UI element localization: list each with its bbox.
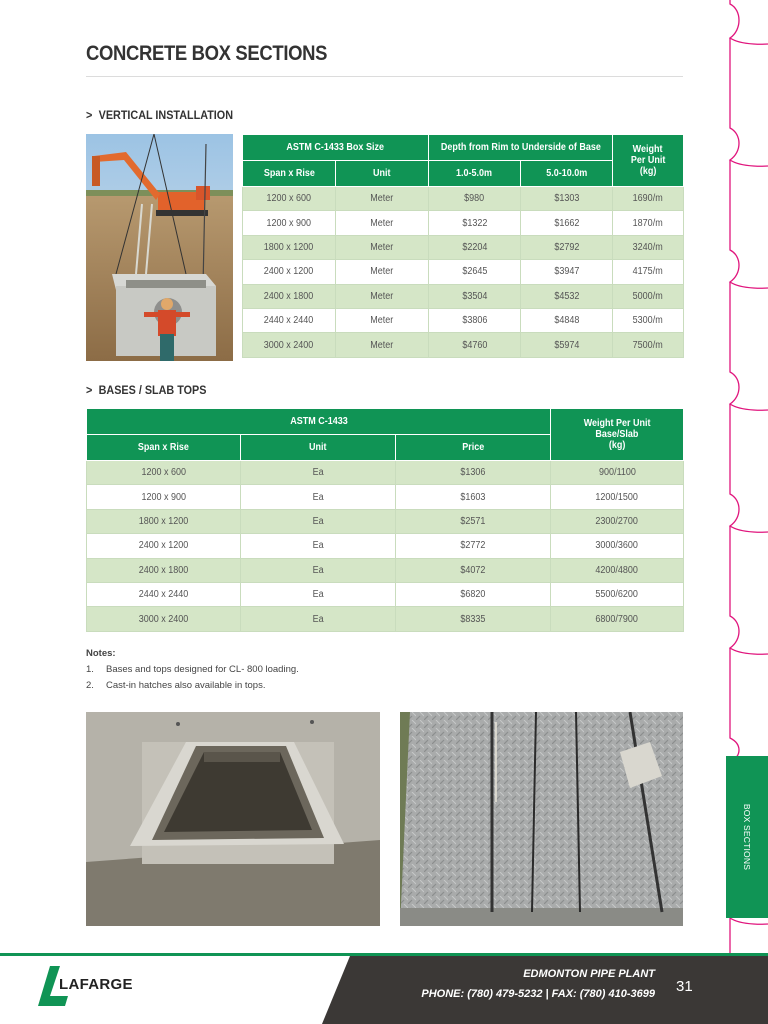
vertical-installation-table — [242, 134, 684, 358]
header-weight: Weight Per Unit Base/Slab (kg) — [551, 409, 684, 461]
table-cell: 2400 x 1200 — [243, 260, 336, 284]
section-heading-text: VERTICAL INSTALLATION — [98, 108, 234, 122]
header-astm: ASTM C-1433 — [87, 409, 551, 435]
title-divider — [86, 76, 683, 77]
table-cell: Ea — [241, 582, 396, 606]
table-cell: $2792 — [521, 235, 613, 259]
table-cell: $4072 — [396, 558, 551, 582]
table-cell: Ea — [241, 485, 396, 509]
table-cell: Meter — [336, 235, 429, 259]
table-cell: 4175/m — [613, 260, 684, 284]
table-row — [243, 211, 684, 235]
table-cell: 2400 x 1800 — [243, 284, 336, 308]
table-cell: $980 — [429, 187, 521, 211]
table-cell: 1200 x 900 — [87, 485, 241, 509]
header-span: Span x Rise — [87, 435, 241, 461]
side-tab-label: BOX SECTIONS — [742, 803, 752, 871]
table-cell: Meter — [336, 308, 429, 332]
table-cell: $1603 — [396, 485, 551, 509]
notes-title: Notes: — [86, 648, 116, 659]
table-cell: $1303 — [521, 187, 613, 211]
table-cell: $8335 — [396, 607, 551, 631]
concrete-slab-opening-image — [86, 712, 380, 926]
footer-plant-name: EDMONTON PIPE PLANT — [523, 968, 655, 980]
table-cell: 900/1100 — [551, 461, 684, 485]
table-cell: 5300/m — [613, 308, 684, 332]
excavator-install-image — [86, 134, 233, 361]
notes — [86, 646, 299, 694]
table-cell: Meter — [336, 333, 429, 357]
table-cell: 7500/m — [613, 333, 684, 357]
table-cell: $5974 — [521, 333, 613, 357]
table-cell: 2400 x 1800 — [87, 558, 241, 582]
table-cell: 2300/2700 — [551, 509, 684, 533]
table-header-row — [243, 135, 684, 161]
table-cell: 4200/4800 — [551, 558, 684, 582]
table-cell: $4848 — [521, 308, 613, 332]
table-cell: 1800 x 1200 — [243, 235, 336, 259]
table-row — [87, 582, 684, 606]
footer-contact: PHONE: (780) 479-5232 | FAX: (780) 410-3699 — [421, 988, 655, 1000]
table-row — [243, 333, 684, 357]
table-cell: 1690/m — [613, 187, 684, 211]
header-unit: Unit — [241, 435, 396, 461]
header-box-size: ASTM C-1433 Box Size — [243, 135, 429, 161]
bases-slab-tops-table — [86, 408, 684, 632]
table-cell: 2440 x 2440 — [243, 308, 336, 332]
table-cell: Ea — [241, 607, 396, 631]
chevron-right-icon: > — [86, 383, 93, 397]
table-row — [87, 607, 684, 631]
table-cell: 6800/7900 — [551, 607, 684, 631]
table-row — [243, 284, 684, 308]
table-cell: 3000 x 2400 — [87, 607, 241, 631]
vertical-installation-photo — [86, 134, 233, 361]
table-cell: $2571 — [396, 509, 551, 533]
note-item: 1. Bases and tops designed for CL- 800 loading. — [86, 664, 299, 675]
header-price: Price — [396, 435, 551, 461]
section-heading-bases — [86, 383, 206, 397]
table-cell: Ea — [241, 558, 396, 582]
table-row — [87, 534, 684, 558]
table-row — [243, 308, 684, 332]
header-depth-a: 1.0-5.0m — [429, 161, 521, 187]
table-cell: 1800 x 1200 — [87, 509, 241, 533]
table-row — [243, 187, 684, 211]
table-cell: 1200/1500 — [551, 485, 684, 509]
table-cell: $4760 — [429, 333, 521, 357]
header-span: Span x Rise — [243, 161, 336, 187]
table-cell: 2440 x 2440 — [87, 582, 241, 606]
header-weight: Weight Per Unit (kg) — [613, 135, 684, 187]
header-unit: Unit — [336, 161, 429, 187]
table-cell: $3504 — [429, 284, 521, 308]
page-title: CONCRETE BOX SECTIONS — [86, 42, 328, 65]
header-depth: Depth from Rim to Underside of Base — [429, 135, 613, 161]
page-number: 31 — [676, 978, 693, 995]
table-cell: Meter — [336, 187, 429, 211]
table-cell: 1200 x 900 — [243, 211, 336, 235]
table-row — [87, 509, 684, 533]
table-cell: $2645 — [429, 260, 521, 284]
logo-wordmark: LAFARGE — [59, 976, 133, 993]
table-row — [243, 235, 684, 259]
table-row — [87, 485, 684, 509]
table-row — [87, 558, 684, 582]
table-cell: $2772 — [396, 534, 551, 558]
table-cell: $1662 — [521, 211, 613, 235]
section-heading-text: BASES / SLAB TOPS — [98, 383, 207, 397]
table-cell: 1200 x 600 — [87, 461, 241, 485]
table-cell: 3240/m — [613, 235, 684, 259]
table-cell: Meter — [336, 260, 429, 284]
hatch-cover-photo — [400, 712, 683, 926]
table-cell: Meter — [336, 284, 429, 308]
header-depth-b: 5.0-10.0m — [521, 161, 613, 187]
table-cell: 2400 x 1200 — [87, 534, 241, 558]
table-header-row — [87, 409, 684, 435]
table-cell: 3000 x 2400 — [243, 333, 336, 357]
table-row — [87, 461, 684, 485]
table-cell: $2204 — [429, 235, 521, 259]
table-cell: Meter — [336, 211, 429, 235]
table-cell: 3000/3600 — [551, 534, 684, 558]
chevron-right-icon: > — [86, 108, 93, 122]
table-cell: $3806 — [429, 308, 521, 332]
steel-hatch-plates-image — [400, 712, 683, 926]
table-row — [243, 260, 684, 284]
table-cell: 1870/m — [613, 211, 684, 235]
table-cell: $1322 — [429, 211, 521, 235]
table-cell: Ea — [241, 509, 396, 533]
table-cell: 5000/m — [613, 284, 684, 308]
table-cell: 5500/6200 — [551, 582, 684, 606]
table-cell: $4532 — [521, 284, 613, 308]
table-cell: 1200 x 600 — [243, 187, 336, 211]
table-cell: Ea — [241, 534, 396, 558]
note-item: 2. Cast-in hatches also available in tops. — [86, 680, 266, 691]
table-cell: $1306 — [396, 461, 551, 485]
section-heading-vertical — [86, 108, 233, 122]
slab-top-photo — [86, 712, 380, 926]
table-cell: Ea — [241, 461, 396, 485]
table-cell: $3947 — [521, 260, 613, 284]
table-cell: $6820 — [396, 582, 551, 606]
